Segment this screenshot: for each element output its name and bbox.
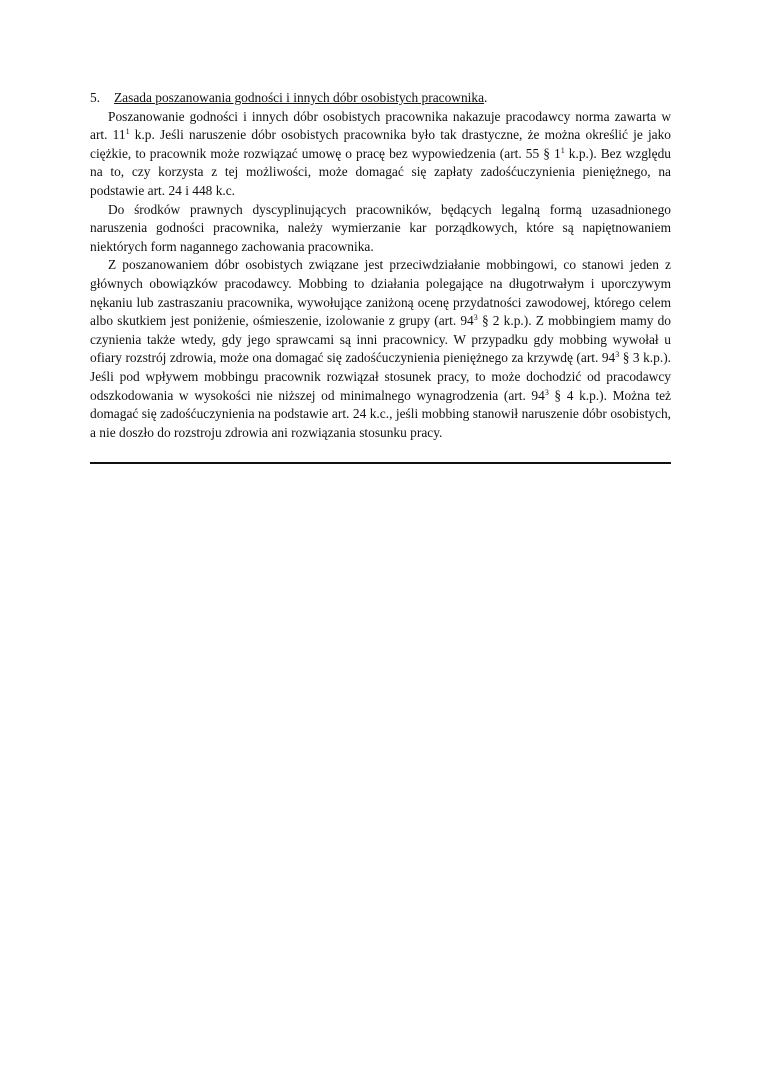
- paragraph-text: Do środków prawnych dyscyplinujących pracowników, będących legalną formą uzasadnionego naruszenia godności pracownika, należy wymierzanie kar porządkowych, które są napiętnowaniem niektórych form nagannego zachowania pracownika.: [90, 201, 671, 254]
- paragraph-text: § 4 k.p.). Można też domagać się zadośćuczynienia na podstawie art. 24 k.c., jeśli mobbing stanowił naruszenie dóbr osobistych, a nie doszło do rozstroju zdrowia ani rozwiązania stosunku pracy.: [90, 387, 671, 440]
- superscript: 3: [615, 350, 620, 360]
- superscript: 1: [125, 127, 130, 137]
- section-bottom-rule: [90, 462, 671, 464]
- section-title-period: .: [484, 90, 488, 105]
- section-heading: [90, 89, 671, 108]
- paragraph-text: k.p.). Bez względu na to, czy korzysta z tej możliwości, może domagać się zapłaty zadośćuczynienia pieniężnego, na podstawie art. 24 i 448 k.c.: [90, 145, 671, 198]
- superscript: 1: [560, 145, 565, 155]
- paragraph-text: Poszanowanie godności i innych dóbr osobistych pracownika nakazuje pracodawcy norma zawarta w art. 11: [90, 108, 671, 143]
- paragraph-text: k.p. Jeśli naruszenie dóbr osobistych pracownika było tak drastyczne, że można określić je jako ciężkie, to pracownik może rozwiązać umowę o pracę bez wypowiedzenia (art. 55 § 1: [90, 127, 672, 161]
- paragraph-dignity: [90, 108, 671, 201]
- superscript: 3: [544, 387, 549, 397]
- paragraph-mobbing: [90, 256, 671, 442]
- document-page: [90, 89, 671, 442]
- paragraph-text: § 3 k.p.). Jeśli pod wpływem mobbingu pracownik rozwiązał stosunek pracy, to może dochodzić od pracodawcy odszkodowania w wysokości nie niższej od minimalnego wynagrodzenia (art. 94: [90, 350, 671, 403]
- superscript: 3: [473, 313, 478, 323]
- paragraph-disciplinary: [90, 201, 671, 257]
- paragraph-text: § 2 k.p.). Z mobbingiem mamy do czynienia także wtedy, gdy jego sprawcami są inni pracownicy. W przypadku gdy mobbing wywołał u ofiary rozstrój zdrowia, może ona domagać się zadośćuczynienia pieniężnego za krzywdę (art. 94: [90, 313, 671, 366]
- paragraph-text: Z poszanowaniem dóbr osobistych związane jest przeciwdziałanie mobbingowi, co stanowi jeden z głównych obowiązków pracodawcy. Mobbing to działania polegające na długotrwałym i uporczywym nękaniu lub zastraszaniu pracownika, wywołujące zaniżoną ocenę przydatności zawodowej, którego celem albo skutkiem jest poniżenie, ośmieszenie, izolowanie z grupy (art. 94: [90, 257, 671, 329]
- section-number: 5.: [90, 90, 101, 105]
- section-title: Zasada poszanowania godności i innych dóbr osobistych pracownika: [114, 90, 485, 105]
